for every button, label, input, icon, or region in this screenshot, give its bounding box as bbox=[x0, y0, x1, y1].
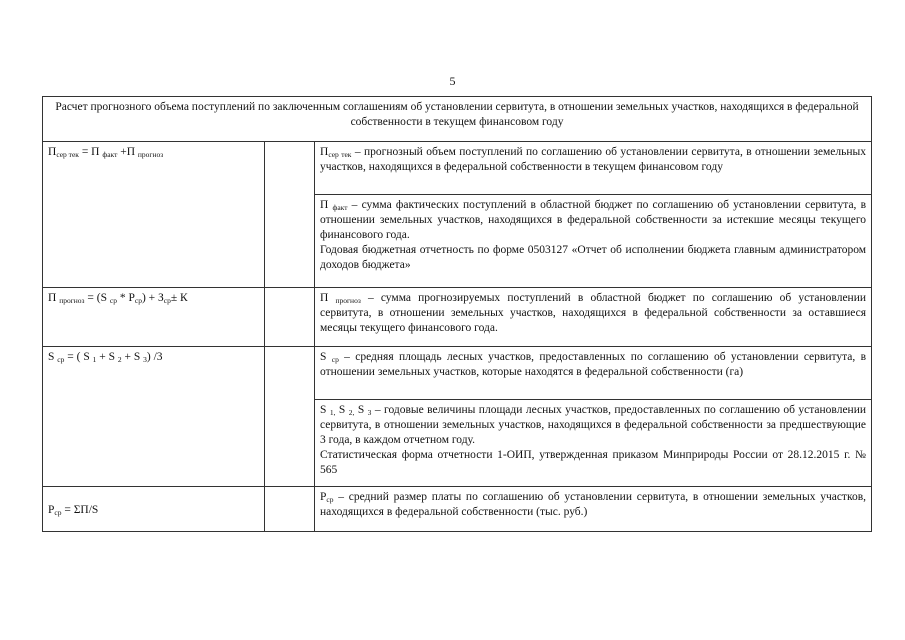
description-cell: $P_{ср}$ – средний размер платы по соглашению об установлении сервитута, в отношении земельных участков, находящихся в федеральной собственности (тыс. руб.) bbox=[315, 487, 872, 532]
empty-cell bbox=[265, 347, 315, 487]
table-row bbox=[43, 142, 872, 195]
formula-cell: S $_{ср}$ = ( S $_1$ + S $_2$ + S $_3$) /3 bbox=[43, 347, 265, 487]
description-cell: П $_{прогноз}$ – сумма прогнозируемых поступлений в областной бюджет по соглашению об установлении сервитута, в отношении земельных участков, находящихся в федеральной собственности за оставшиеся месяцы текущего финансового года. bbox=[315, 288, 872, 347]
formula-cell: $P_{ср} = \Sigma П/S$ bbox=[43, 487, 265, 532]
formula-cell: $П_{сер тек} = П$ $_{факт}$ +П $_{прогноз}$ bbox=[43, 142, 265, 288]
table-row bbox=[43, 487, 872, 532]
page-number: 5 bbox=[449, 74, 456, 88]
description-cell: П $_{факт}$ – сумма фактических поступлений в областной бюджет по соглашению об установлении сервитута, в отношении земельных участков, находящихся в федеральной собственности за истекшие месяцы текущего финансового года. Годовая бюджетная отчетность по форме 0503127 «Отчет об исполнении бюджета главным администратором доходов бюджета» bbox=[315, 195, 872, 288]
table-title: Расчет прогнозного объема поступлений по заключенным соглашениям об установлении сервитута, в отношении земельных участков, находящихся в федеральной собственности в текущем финансовом году bbox=[43, 97, 872, 142]
empty-cell bbox=[265, 288, 315, 347]
table-row bbox=[43, 347, 872, 400]
description-cell: S $_{1,}$ S $_{2,}$ S $_3$ – годовые величины площади лесных участков, предоставленных по соглашению об установлении сервитута, в отношении земельных участков, находящихся в федеральной собственности за предшествующие 3 года, в каждом отчетном году. Статистическая форма отчетности 1-ОИП, утвержденная приказом Минприроды России от 28.12.2015 г. № 565 bbox=[315, 400, 872, 487]
title-row bbox=[43, 97, 872, 142]
calculation-table bbox=[42, 96, 872, 532]
table-row bbox=[43, 288, 872, 347]
empty-cell bbox=[265, 142, 315, 288]
formula-cell: П $_{прогноз}$ = (S $_{ср} * P_{ср}) + З_{ср}\pm К$ bbox=[43, 288, 265, 347]
description-cell: S $_{ср}$ – средняя площадь лесных участков, предоставленных по соглашению об установлении сервитута, в отношении земельных участков, которые находятся в федеральной собственности (га) bbox=[315, 347, 872, 400]
description-cell: $П_{сер тек}$ – прогнозный объем поступлений по соглашению об установлении сервитута, в отношении земельных участков, находящихся в федеральной собственности в текущем финансовом году bbox=[315, 142, 872, 195]
empty-cell bbox=[265, 487, 315, 532]
